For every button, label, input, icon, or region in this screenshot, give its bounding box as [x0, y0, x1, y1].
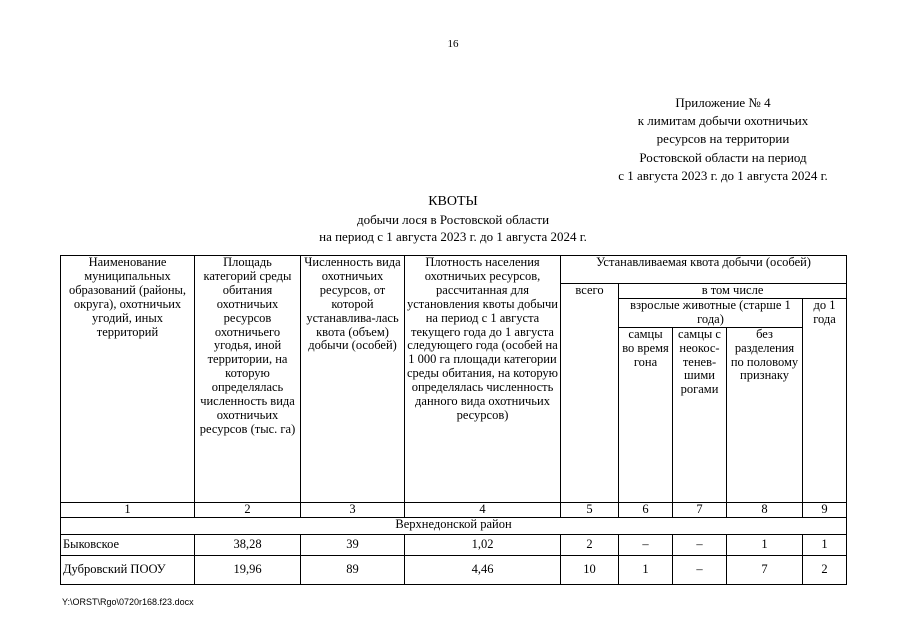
cell-males-rut: 1 — [619, 555, 673, 584]
page-number: 16 — [447, 38, 459, 50]
cell-area: 38,28 — [195, 534, 301, 555]
column-number: 1 — [61, 502, 195, 517]
cell-no-sex: 7 — [727, 555, 803, 584]
header-males-rut: самцы во время гона — [619, 327, 673, 502]
appendix-line: к лимитам добычи охотничьих — [637, 113, 809, 129]
header-total: всего — [561, 284, 619, 503]
table-row — [61, 534, 847, 555]
column-number: 8 — [727, 502, 803, 517]
column-number: 6 — [619, 502, 673, 517]
column-number: 4 — [405, 502, 561, 517]
cell-name: Быковское — [61, 534, 195, 555]
cell-count: 89 — [301, 555, 405, 584]
quota-table — [60, 255, 847, 585]
column-number-row — [61, 502, 847, 517]
cell-name: Дубровский ПООУ — [61, 555, 195, 584]
cell-males-rut: – — [619, 534, 673, 555]
header-population: Численность вида охотничьих ресурсов, от которой устанавлива-лась квота (объем) добычи (особей) — [301, 256, 405, 503]
cell-density: 4,46 — [405, 555, 561, 584]
header-young: до 1 года — [803, 298, 847, 502]
title-main: КВОТЫ — [428, 194, 478, 209]
header-quota: Устанавливаемая квота добычи (особей) — [561, 256, 847, 284]
appendix-line: Ростовской области на период — [639, 149, 807, 165]
file-path-footer: Y:\ORST\Rgo\0720r168.f23.docx — [62, 597, 194, 607]
document-title — [0, 192, 906, 245]
title-line2: на период с 1 августа 2023 г. до 1 августа 2024 г. — [319, 229, 587, 244]
column-number: 9 — [803, 502, 847, 517]
header-adults: взрослые животные (старше 1 года) — [619, 298, 803, 327]
cell-total: 10 — [561, 555, 619, 584]
cell-no-sex: 1 — [727, 534, 803, 555]
appendix-line: ресурсов на территории — [656, 131, 790, 147]
cell-males-antlers: – — [673, 534, 727, 555]
district-row: Верхнедонской район — [61, 517, 847, 534]
cell-area: 19,96 — [195, 555, 301, 584]
column-number: 2 — [195, 502, 301, 517]
header-including: в том числе — [619, 284, 847, 299]
appendix-line: с 1 августа 2023 г. до 1 августа 2024 г. — [618, 167, 828, 183]
header-males-antlers: самцы с неокос-тенев-шими рогами — [673, 327, 727, 502]
cell-young: 1 — [803, 534, 847, 555]
header-density: Плотность населения охотничьих ресурсов, рассчитанная для установления квоты добычи на период с 1 августа текущего года до 1 августа следующего года (особей на 1 000 га площади категории среды обитания, на которую определялась численность данного вида охотничьих ресурсов) — [405, 256, 561, 503]
appendix-note — [600, 94, 846, 185]
cell-count: 39 — [301, 534, 405, 555]
cell-total: 2 — [561, 534, 619, 555]
column-number: 3 — [301, 502, 405, 517]
header-area: Площадь категорий среды обитания охотничьих ресурсов охотничьего угодья, иной территории, на которую определялась численность вида охотничьих ресурсов (тыс. га) — [195, 256, 301, 503]
appendix-line: Приложение № 4 — [675, 95, 771, 110]
cell-young: 2 — [803, 555, 847, 584]
column-number: 7 — [673, 502, 727, 517]
header-municipality: Наименование муниципальных образований (районы, округа), охотничьих угодий, иных территорий — [61, 256, 195, 503]
cell-males-antlers: – — [673, 555, 727, 584]
title-line1: добычи лося в Ростовской области — [356, 212, 550, 227]
header-no-sex: без разделения по половому признаку — [727, 327, 803, 502]
cell-density: 1,02 — [405, 534, 561, 555]
table-row — [61, 555, 847, 584]
column-number: 5 — [561, 502, 619, 517]
